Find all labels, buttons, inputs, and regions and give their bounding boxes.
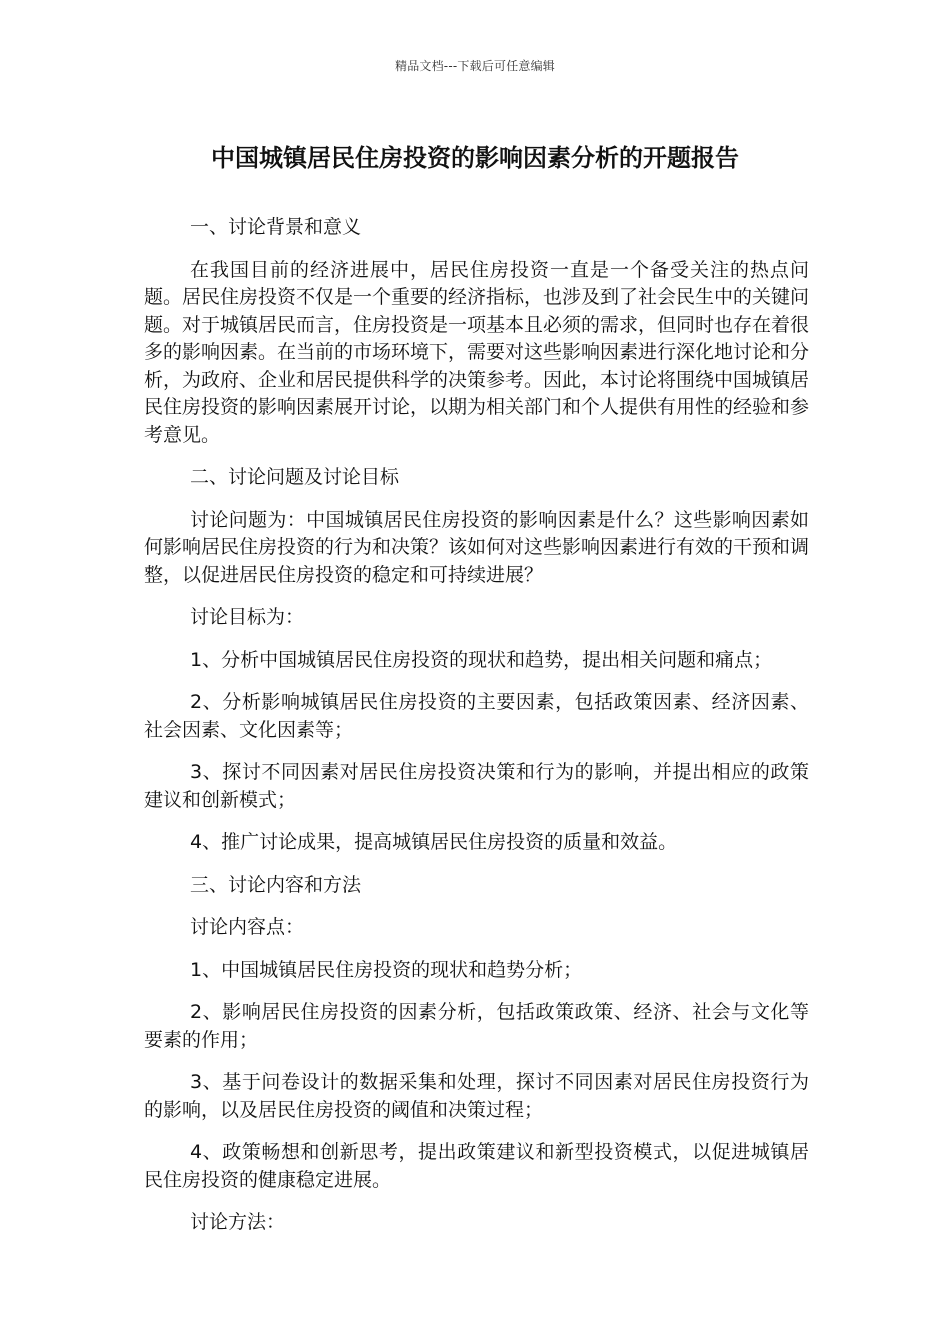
section-heading-background: 一、讨论背景和意义 [190,216,362,238]
content-item-4: 4、政策畅想和创新思考，提出政策建议和新型投资模式，以促进城镇居民住房投资的健康稳定进展。 [144,1141,809,1191]
goals-label: 讨论目标为： [190,606,305,628]
goal-item-1: 1、分析中国城镇居民住房投资的现状和趋势，提出相关问题和痛点； [190,648,773,671]
section-heading-content-methods: 三、讨论内容和方法 [190,873,362,896]
methods-label: 讨论方法： [190,1211,286,1233]
content-item-3: 3、基于问卷设计的数据采集和处理，探讨不同因素对居民住房投资行为的影响，以及居民住房投资的阈值和决策过程； [144,1071,809,1121]
goal-item-4: 4、推广讨论成果，提高城镇居民住房投资的质量和效益。 [190,831,678,853]
paragraph-background: 在我国目前的经济进展中，居民住房投资一直是一个备受关注的热点问题。居民住房投资不仅是一个重要的经济指标，也涉及到了社会民生中的关键问题。对于城镇居民而言，住房投资是一项基本且必须的需求，但同时也存在着很多的影响因素。在当前的市场环境下，需要对这些影响因素进行深化地讨论和分析，为政府、企业和居民提供科学的决策参考。因此，本讨论将围绕中国城镇居民住房投资的影响因素展开讨论，以期为相关部门和个人提供有用性的经验和参考意见。 [144,258,810,446]
paragraph-questions: 讨论问题为：中国城镇居民住房投资的影响因素是什么？这些影响因素如何影响居民住房投资的行为和决策？该如何对这些影响因素进行有效的干预和调整，以促进居民住房投资的稳定和可持续进展？ [144,508,810,586]
goal-item-3: 3、探讨不同因素对居民住房投资决策和行为的影响，并提出相应的政策建议和创新模式； [144,761,809,811]
document-body [144,214,809,1252]
content-item-1: 1、中国城镇居民住房投资的现状和趋势分析； [190,958,583,981]
document-title: 中国城镇居民住房投资的影响因素分析的开题报告 [211,144,739,172]
section-heading-questions: 二、讨论问题及讨论目标 [190,466,400,488]
content-points-label: 讨论内容点： [190,916,305,938]
goal-item-2: 2、分析影响城镇居民住房投资的主要因素，包括政策因素、经济因素、社会因素、文化因素等； [144,691,809,741]
content-item-2: 2、影响居民住房投资的因素分析，包括政策政策、经济、社会与文化等要素的作用； [144,1001,809,1051]
header-note: 精品文档---下载后可任意编辑 [395,59,555,73]
